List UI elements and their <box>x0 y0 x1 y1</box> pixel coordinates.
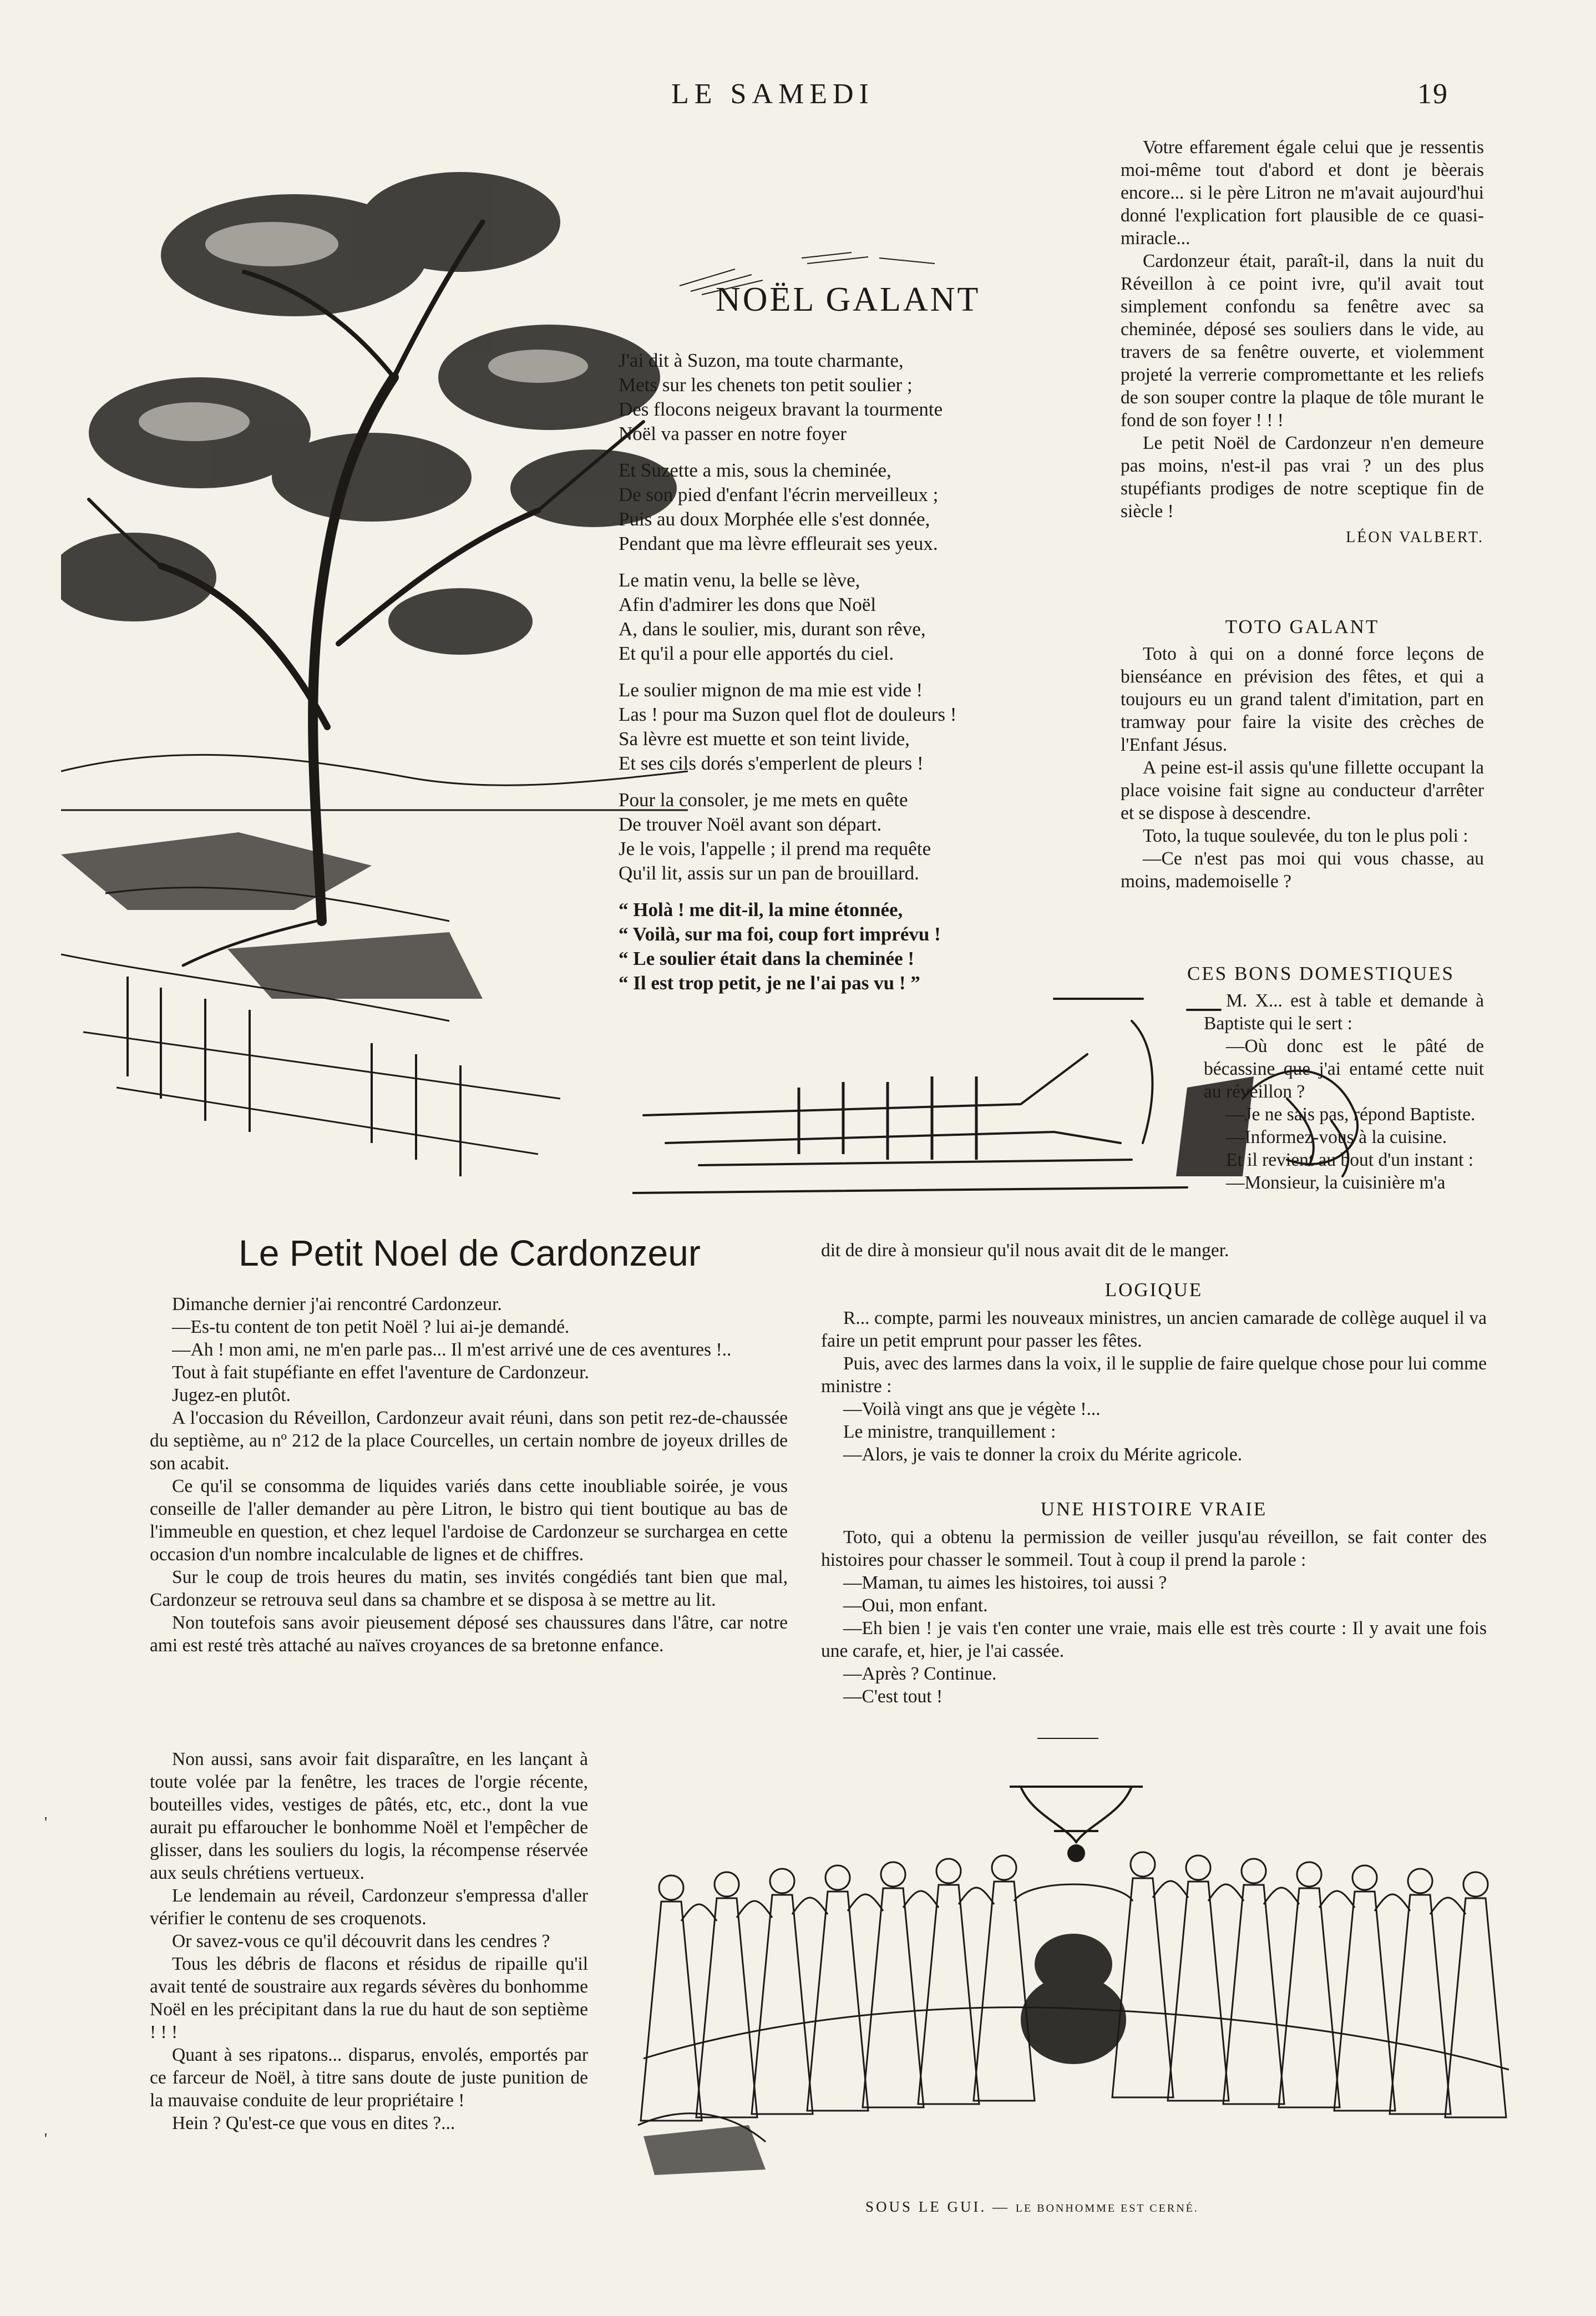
dancer-dress <box>1112 1878 1173 2097</box>
dancer-head <box>992 1855 1016 1880</box>
paragraph: A peine est-il assis qu'une fillette occupant la place voisine fait signe au conducteur d'arrêter et se dispose à descendre. <box>1121 757 1484 823</box>
dancer-head <box>1186 1855 1210 1880</box>
poem-line: Afin d'admirer les dons que Noël <box>619 594 876 615</box>
dancer-head <box>770 1869 794 1893</box>
dancer-dress <box>863 1888 924 2107</box>
dancer-arms <box>1153 1881 1188 1898</box>
dancer-arms <box>1319 1891 1355 1908</box>
dancer-dress <box>1334 1892 1395 2111</box>
dancer-dress <box>974 1882 1035 2101</box>
dancer-head <box>1352 1865 1377 1890</box>
running-header-title: LE SAMEDI <box>671 78 874 110</box>
dancer-head <box>825 1865 850 1890</box>
paragraph: —Es-tu content de ton petit Noël ? lui ai-je demandé. <box>172 1317 570 1337</box>
dancer-dress <box>1223 1885 1284 2104</box>
section-heading-ces-bons-domestiques: CES BONS DOMESTIQUES <box>1187 963 1455 984</box>
poem-line: De son pied d'enfant l'écrin merveilleux ; <box>619 484 939 505</box>
dancer-dress <box>752 1895 813 2114</box>
paragraph: Non toutefois sans avoir pieusement déposé ses chaussures dans l'âtre, car notre ami est resté très attaché au naïves croyances de sa bretonne enfance. <box>150 1612 788 1656</box>
poem-stanza-4 <box>619 678 1073 776</box>
page-number: 19 <box>1417 78 1448 110</box>
poem-line: Le matin venu, la belle se lève, <box>619 569 860 591</box>
dancer-head <box>1131 1852 1155 1877</box>
dialogue-line: —Je ne sais pas, répond Baptiste. <box>1226 1104 1476 1125</box>
dancer-dress <box>641 1902 702 2121</box>
dancer-head <box>1463 1872 1488 1897</box>
poem-line: Des flocons neigeux bravant la tourmente <box>619 398 943 420</box>
poem-line: J'ai dit à Suzon, ma toute charmante, <box>619 350 904 371</box>
poem-line: De trouver Noël avant son départ. <box>619 813 882 835</box>
dancer-arms <box>1014 1884 1133 1901</box>
dancer-arms <box>737 1901 772 1918</box>
poem-line: Et qu'il a pour elle apportés du ciel. <box>619 643 894 664</box>
margin-mark: ' <box>44 2131 48 2148</box>
section-heading-toto-galant: TOTO GALANT <box>1225 616 1380 638</box>
paragraph: Tous les débris de flacons et résidus de ripaille qu'il avait tenté de soustraire aux regards sévères du bonhomme Noël en les précipitant dans la rue du haut de son septième ! ! ! <box>150 1954 588 2042</box>
section-heading-logique: LOGIQUE <box>1104 1279 1203 1301</box>
dancer-dress <box>918 1885 979 2104</box>
margin-mark: ' <box>44 1814 48 1832</box>
dancer-head <box>1297 1862 1321 1887</box>
article-body-narrow <box>150 1748 588 2135</box>
article-title: Le Petit Noel de Cardonzeur <box>239 1232 701 1273</box>
paragraph: Votre effarement égale celui que je ressentis moi-même tout d'abord et dont je bèerais encore... si le père Litron ne m'avait aujourd'hui donné l'explication fort plausible de ce quasi-miracle... <box>1121 137 1484 249</box>
dancer-head <box>936 1859 961 1883</box>
poem-line: “ Holà ! me dit-il, la mine étonnée, <box>619 899 903 921</box>
dialogue-line: Et il revient au bout d'un instant : <box>1226 1150 1474 1170</box>
dialogue-line: —Où donc est le pâté de bécassine que j'ai entamé cette nuit au réveillon ? <box>1204 1036 1484 1102</box>
article-conclusion <box>1121 136 1484 549</box>
dancer-dress <box>1445 1898 1506 2117</box>
dancer-arms <box>681 1904 717 1921</box>
poem-line: “ Voilà, sur ma foi, coup fort imprévu ! <box>619 923 941 945</box>
dancer-head <box>1408 1869 1432 1893</box>
dialogue-line: —Monsieur, la cuisinière m'a <box>1226 1172 1446 1193</box>
dialogue-line: —Voilà vingt ans que je végète !... <box>843 1399 1101 1419</box>
poem-line: Sa lèvre est muette et son teint livide, <box>619 728 910 750</box>
poem-line: Et Suzette a mis, sous la cheminée, <box>619 459 891 481</box>
dialogue-line: —Maman, tu aimes les histoires, toi aussi ? <box>843 1572 1167 1593</box>
dialogue-line: —Alors, je vais te donner la croix du Mérite agricole. <box>843 1444 1243 1465</box>
poem-line: Mets sur les chenets ton petit soulier ; <box>619 374 913 396</box>
poem-line: Je le vois, l'appelle ; il prend ma requête <box>619 838 931 859</box>
paragraph: R... compte, parmi les nouveaux ministres, un ancien camarade de collège auquel il va faire un petit emprunt pour passer les fêtes. <box>821 1308 1487 1351</box>
paragraph: Quant à ses ripatons... disparus, envolés, emportés par ce farceur de Noël, à titre sans doute de juste punition de la mauvaise conduite de leur propriétaire ! <box>150 2045 588 2111</box>
paragraph: —Ah ! mon ami, ne m'en parle pas... Il m'est arrivé une de ces aventures !.. <box>172 1339 732 1360</box>
paragraph: Or savez-vous ce qu'il découvrit dans les cendres ? <box>172 1931 550 1951</box>
illustration-caption <box>865 2198 1199 2216</box>
poem-stanza-3 <box>619 568 1073 666</box>
paragraph: Le lendemain au réveil, Cardonzeur s'empressa d'aller vérifier le contenu de ses croquenots. <box>150 1885 588 1929</box>
poem-line: Le soulier mignon de ma mie est vide ! <box>619 679 923 701</box>
dancer-arms <box>1208 1884 1244 1901</box>
dancer-dress <box>1168 1882 1229 2101</box>
article-body-wide <box>150 1293 788 1657</box>
tree-landscape-illustration <box>61 89 688 1199</box>
paragraph: Toto, qui a obtenu la permission de veiller jusqu'au réveillon, se fait conter des histoires pour chasser le sommeil. Tout à coup il prend la parole : <box>821 1527 1487 1570</box>
paragraph: Sur le coup de trois heures du matin, ses invités congédiés tant bien que mal, Cardonzeur se retrouva seul dans sa chambre et se disposa à se mettre au lit. <box>150 1567 788 1610</box>
section-divider <box>1037 1738 1098 1739</box>
poem-body <box>619 348 1073 1008</box>
paragraph: M. X... est à table et demande à Baptiste qui le sert : <box>1204 990 1484 1034</box>
une-histoire-vraie-text <box>821 1526 1487 1708</box>
section-heading-une-histoire-vraie: UNE HISTOIRE VRAIE <box>1040 1498 1268 1520</box>
dialogue-line: —Eh bien ! je vais t'en conter une vraie, mais elle est très courte : Il y avait une fois une carafe, et, hier, je l'ai cassée. <box>821 1618 1487 1661</box>
paragraph: —Ce n'est pas moi qui vous chasse, au moins, mademoiselle ? <box>1121 848 1484 892</box>
dancer-arms <box>848 1894 883 1911</box>
paragraph: A l'occasion du Réveillon, Cardonzeur avait réuni, dans son petit rez-de-chaussée du septième, au nº 212 de la place Courcelles, un certain nombre de joyeux drilles de son acabit. <box>150 1408 788 1474</box>
dialogue-line: —Après ? Continue. <box>843 1663 997 1684</box>
dancer-dress <box>696 1898 757 2117</box>
author-signature: LÉON VALBERT. <box>1346 529 1484 546</box>
toto-galant-text <box>1121 643 1484 893</box>
poem-stanza-2 <box>619 458 1073 556</box>
poem-title: NOËL GALANT <box>716 281 981 318</box>
poem-stanza-5 <box>619 788 1073 886</box>
dancer-arms <box>959 1888 994 1904</box>
poem-stanza-1 <box>619 348 1073 446</box>
dancer-head <box>659 1875 683 1900</box>
dialogue-line: —C'est tout ! <box>843 1686 943 1707</box>
paragraph: Cardonzeur était, paraît-il, dans la nuit du Réveillon à ce point ivre, qu'il avait tout simplement confondu sa fenêtre avec sa cheminée, déposé ses souliers dans le vide, au travers de sa fenêtre ouverte, et violemment projeté la verrerie compromettante et les reliefs de son souper contre la plaque de tôle murant le fond de son foyer ! ! ! <box>1121 251 1484 431</box>
paragraph: Le ministre, tranquillement : <box>843 1422 1056 1442</box>
dancer-arms <box>1264 1888 1299 1904</box>
paragraph: Toto à qui on a donné force leçons de bienséance en prévision des fêtes, et qui a toujours eu un grand talent d'imitation, part en tramway pour faire la visite des crèches de l'Enfant Jésus. <box>1121 644 1484 755</box>
ces-bons-domestiques-text <box>1204 989 1484 1194</box>
poem-line: “ Le soulier était dans la cheminée ! <box>619 948 915 969</box>
paragraph: Jugez-en plutôt. <box>172 1385 291 1405</box>
dancer-dress <box>807 1892 868 2111</box>
poem-line: “ Il est trop petit, je ne l'ai pas vu ! ” <box>619 972 920 994</box>
dancer-dress <box>1279 1888 1340 2107</box>
poem-line: Noël va passer en notre foyer <box>619 423 847 444</box>
dancer-arms <box>903 1891 939 1908</box>
ces-bons-domestiques-ending: dit de dire à monsieur qu'il nous avait dit de le manger. <box>821 1240 1229 1261</box>
paragraph: Non aussi, sans avoir fait disparaître, en les lançant à toute volée par la fenêtre, les traces de l'orgie récente, bouteilles vides, vestiges de pâtés, etc, etc., dont la vue aurait pu effaroucher le bonhomme Noël et l'empêcher de glisser, dans les souliers du logis, la récompense réservée aux seuls chrétiens vertueux. <box>150 1749 588 1883</box>
paragraph: Hein ? Qu'est-ce que vous en dites ?... <box>172 2113 455 2133</box>
poem-line: Pour la consoler, je me mets en quête <box>619 789 908 811</box>
poem-line: Las ! pour ma Suzon quel flot de douleurs ! <box>619 704 957 725</box>
paragraph: Ce qu'il se consomma de liquides variés dans cette inoubliable soirée, je vous conseille de l'aller demander au père Litron, le bistro qui tient boutique au bas de l'immeuble en question, et chez lequel l'ardoise de Cardonzeur se surchargea en cette occasion d'un nombre incalculable de lignes et de chiffres. <box>150 1476 788 1565</box>
paragraph: Toto, la tuque soulevée, du ton le plus poli : <box>1143 826 1468 846</box>
dialogue-line: —Informez-vous à la cuisine. <box>1226 1127 1447 1147</box>
poem-line: Qu'il lit, assis sur un pan de brouillard. <box>619 862 919 884</box>
paragraph: Puis, avec des larmes dans la voix, il le supplie de faire quelque chose pour lui comme ministre : <box>821 1353 1487 1397</box>
poem-line: Et ses cils dorés s'emperlent de pleurs ! <box>619 752 924 774</box>
dialogue-line: —Oui, mon enfant. <box>843 1595 988 1616</box>
caption-subtitle: LE BONHOMME EST CERNÉ. <box>1015 2202 1199 2214</box>
dancer-head <box>1242 1859 1266 1883</box>
paragraph: Dimanche dernier j'ai rencontré Cardonzeur. <box>172 1294 502 1314</box>
dancer-head <box>715 1872 739 1897</box>
paragraph: Le petit Noël de Cardonzeur n'en demeure pas moins, n'est-il pas vrai ? un des plus stupéfiants prodiges de notre sceptique fin de siècle ! <box>1121 433 1484 522</box>
poem-line: Puis au doux Morphée elle s'est donnée, <box>619 508 930 530</box>
poem-line: A, dans le soulier, mis, durant son rêve, <box>619 618 926 640</box>
dancer-arms <box>792 1898 828 1914</box>
caption-main: SOUS LE GUI. — <box>865 2198 1010 2215</box>
dance-under-mistletoe-illustration <box>621 1781 1531 2181</box>
dancer-dress <box>1390 1895 1451 2114</box>
logique-text <box>821 1307 1487 1466</box>
poem-line: Pendant que ma lèvre effleurait ses yeux. <box>619 533 938 554</box>
dancer-arms <box>1375 1894 1410 1911</box>
dancer-head <box>881 1862 905 1887</box>
paragraph: Tout à fait stupéfiante en effet l'aventure de Cardonzeur. <box>172 1362 589 1383</box>
dancer-arms <box>1430 1898 1466 1914</box>
